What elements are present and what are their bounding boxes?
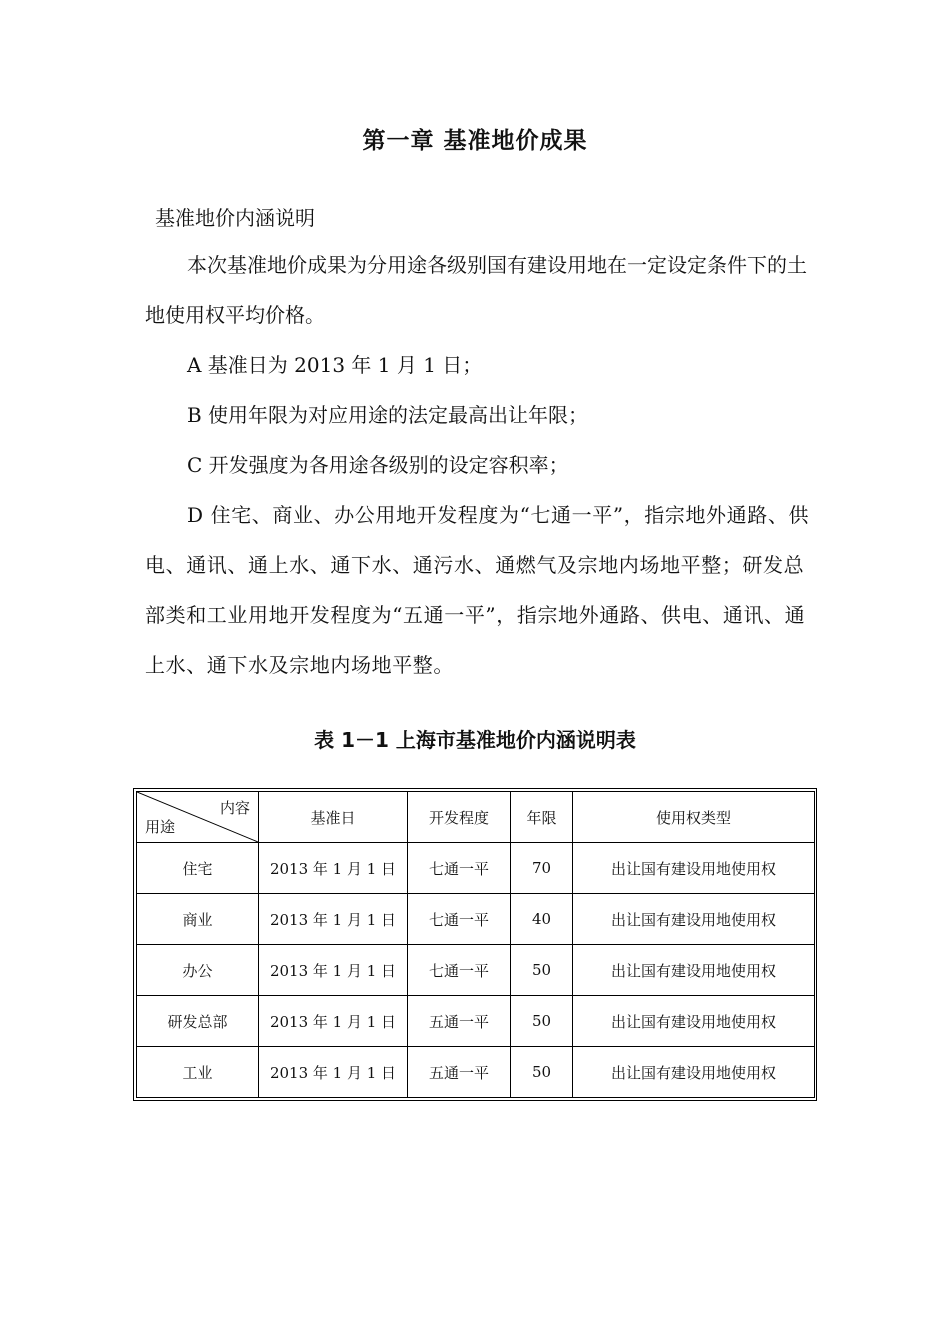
table-cell-years: 40 [511,894,573,945]
table-cell-right-type: 出让国有建设用地使用权 [573,843,815,894]
table-cell-usage: 商业 [137,894,259,945]
table-row [137,1047,815,1098]
paragraph-item-b [145,390,815,440]
table-corner-cell [137,792,259,843]
chapter-title: 第一章 基准地价成果 [362,128,588,154]
table-row [137,996,815,1047]
table-cell-date: 2013 年 1 月 1 日 [259,894,408,945]
table-cell-development: 七通一平 [408,843,511,894]
corner-label-content: 内容 [219,799,250,817]
table-cell-date: 2013 年 1 月 1 日 [259,1047,408,1098]
table-cell-development: 五通一平 [408,1047,511,1098]
table-cell-years: 50 [511,1047,573,1098]
column-header: 基准日 [259,792,408,843]
table-cell-date: 2013 年 1 月 1 日 [259,843,408,894]
column-header: 年限 [511,792,573,843]
table-cell-development: 七通一平 [408,945,511,996]
section-heading: 基准地价内涵说明 [155,206,315,230]
land-price-table [136,791,815,1098]
paragraph-item-b-text: B 使用年限为对应用途的法定最高出让年限； [187,403,589,427]
table-cell-development: 五通一平 [408,996,511,1047]
column-header: 开发程度 [408,792,511,843]
paragraph-intro-text: 本次基准地价成果为分用途各级别国有建设用地在一定设定条件下的土地使用权平均价格。 [145,253,807,327]
paragraph-item-a [145,340,815,390]
table-row [137,843,815,894]
paragraph-intro [145,240,815,340]
corner-label-usage: 用途 [145,818,176,836]
paragraph-item-a-text: A 基准日为 2013 年 1 月 1 日； [187,353,483,377]
table-row [137,894,815,945]
paragraph-item-d [145,490,815,690]
table-cell-right-type: 出让国有建设用地使用权 [573,1047,815,1098]
paragraph-item-c [145,440,815,490]
table-outer-border [133,788,817,1101]
table-cell-usage: 办公 [137,945,259,996]
table-cell-years: 70 [511,843,573,894]
table-caption: 表 1－1 上海市基准地价内涵说明表 [314,728,636,752]
table-cell-right-type: 出让国有建设用地使用权 [573,894,815,945]
table-cell-usage: 住宅 [137,843,259,894]
table-cell-right-type: 出让国有建设用地使用权 [573,945,815,996]
paragraph-item-d-text: D 住宅、商业、办公用地开发程度为“七通一平”，指宗地外通路、供电、通讯、通上水、通下水、通污水、通燃气及宗地内场地平整；研发总部类和工业用地开发程度为“五通一平”，指宗地外通路、供电、通讯、通上水、通下水及宗地内场地平整。 [145,503,810,677]
table-cell-years: 50 [511,945,573,996]
table-header-row [137,792,815,843]
table-cell-date: 2013 年 1 月 1 日 [259,996,408,1047]
table-cell-date: 2013 年 1 月 1 日 [259,945,408,996]
table-cell-usage: 工业 [137,1047,259,1098]
paragraph-item-c-text: C 开发强度为各用途各级别的设定容积率； [187,453,569,477]
table-cell-years: 50 [511,996,573,1047]
table-cell-usage: 研发总部 [137,996,259,1047]
table-cell-right-type: 出让国有建设用地使用权 [573,996,815,1047]
column-header: 使用权类型 [573,792,815,843]
table-row [137,945,815,996]
table-cell-development: 七通一平 [408,894,511,945]
